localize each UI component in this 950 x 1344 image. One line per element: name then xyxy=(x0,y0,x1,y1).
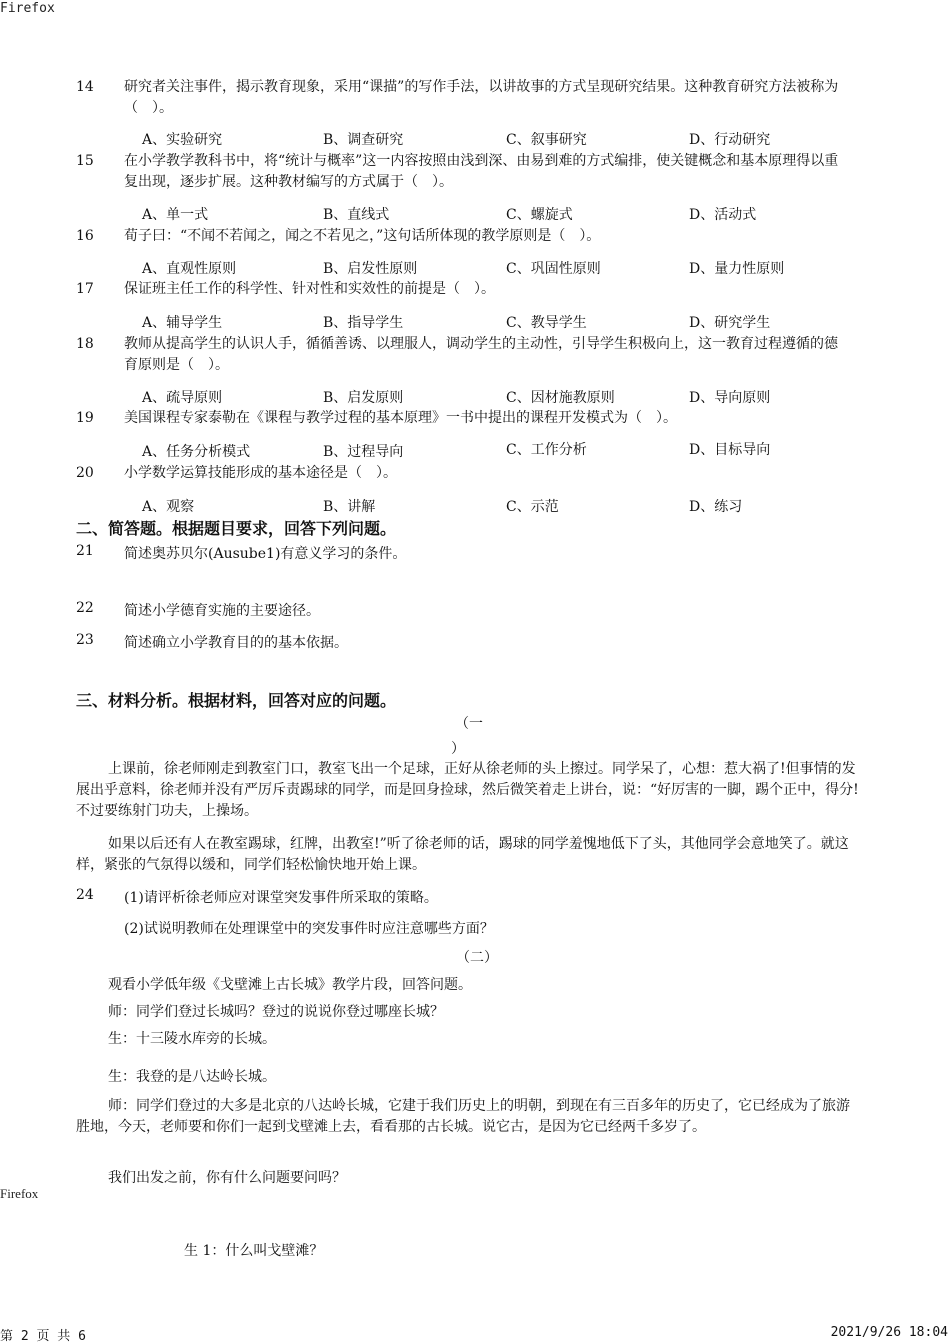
page-number: 第 2 页 共 6 xyxy=(0,1329,86,1344)
question-number: 20 xyxy=(76,465,94,481)
option-b: B、直线式 xyxy=(323,207,390,223)
question-text: 研究者关注事件，揭示教育现象，采用“课描”的写作手法，以讲故事的方式呈现研究结果。这种教育研究方法被称为（ ）。 xyxy=(124,79,839,116)
question-number: 16 xyxy=(76,228,94,244)
browser-header-label: Firefox xyxy=(0,1186,39,1201)
option-c: C、叙事研究 xyxy=(506,132,587,148)
option-c: C、教导学生 xyxy=(506,315,587,331)
option-d: D、量力性原则 xyxy=(689,261,785,277)
question-text: 教师从提高学生的认识人手，循循善诱、以理服人，调动学生的主动性，引导学生积极向上，这一教育过程遵循的德育原则是（ ）。 xyxy=(124,336,838,373)
question-text: 简述奥苏贝尔(Ausube1)有意义学习的条件。 xyxy=(124,546,407,562)
option-b: B、启发性原则 xyxy=(323,261,418,277)
option-a: A、任务分析模式 xyxy=(142,444,251,460)
question-text: 美国课程专家泰勒在《课程与教学过程的基本原理》一书中提出的课程开发模式为（ ）。 xyxy=(124,410,677,426)
option-a: A、辅导学生 xyxy=(142,315,223,331)
question-text: 小学数学运算技能形成的基本途径是（ ）。 xyxy=(124,465,397,481)
material-line: 观看小学低年级《戈壁滩上古长城》教学片段，回答问题。 xyxy=(108,977,472,993)
question-number: 15 xyxy=(76,153,94,169)
sub-question: (2)试说明教师在处理课堂中的突发事件时应注意哪些方面？ xyxy=(124,921,494,937)
option-a: A、疏导原则 xyxy=(142,390,223,406)
option-a: A、实验研究 xyxy=(142,132,223,148)
question-text: 简述小学德育实施的主要途径。 xyxy=(124,603,320,619)
material-heading: （一 xyxy=(455,716,483,732)
question-text: 简述确立小学教育目的的基本依据。 xyxy=(124,635,348,651)
material-heading: （二） xyxy=(456,950,498,966)
section-title: 三、材料分析。根据材料，回答对应的问题。 xyxy=(76,691,397,710)
question-text: 保证班主任工作的科学性、针对性和实效性的前提是（ ）。 xyxy=(124,281,495,297)
material-paragraph: 师：同学们登过的大多是北京的八达岭长城，它建于我们历史上的明朝，到现在有三百多年的历史了，它已经成为了旅游胜地，今天，老师要和你们一起到戈壁滩上去，看看那的古长城。说它古，是因为它已经两千多岁了。 xyxy=(76,1098,850,1135)
material-paragraph: 如果以后还有人在教室踢球，红牌，出教室!”听了徐老师的话，踢球的同学羞愧地低下了头，其他同学会意地笑了。就这样，紧张的气氛得以缓和，同学们轻松愉快地开始上课。 xyxy=(76,836,849,873)
option-d: D、研究学生 xyxy=(689,315,771,331)
sub-question: (1)请评析徐老师应对课堂突发事件所采取的策略。 xyxy=(124,890,438,906)
question-number: 21 xyxy=(76,543,94,559)
option-d: D、导向原则 xyxy=(689,390,771,406)
option-c: C、巩固性原则 xyxy=(506,261,601,277)
question-number: 23 xyxy=(76,632,94,648)
option-d: D、目标导向 xyxy=(689,442,771,458)
question-number: 17 xyxy=(76,281,94,297)
option-b: B、指导学生 xyxy=(323,315,404,331)
material-line: 生 1：什么叫戈壁滩？ xyxy=(184,1243,324,1259)
option-c: C、工作分析 xyxy=(506,442,587,458)
section-title: 二、简答题。根据题目要求，回答下列问题。 xyxy=(76,519,397,538)
option-b: B、过程导向 xyxy=(323,444,404,460)
material-line: 生：十三陵水库旁的长城。 xyxy=(108,1031,276,1047)
question-text: 荀子曰：“不闻不若闻之，闻之不若见之，”这句话所体现的教学原则是（ ）。 xyxy=(124,228,601,244)
option-d: D、行动研究 xyxy=(689,132,771,148)
material-heading: ） xyxy=(451,741,465,757)
material-line: 生：我登的是八达岭长城。 xyxy=(108,1069,276,1085)
option-a: A、观察 xyxy=(142,499,195,515)
question-text: 在小学教学教科书中，将“统计与概率”这一内容按照由浅到深、由易到难的方式编排，使关键概念和基本原理得以重复出现，逐步扩展。这种教材编写的方式属于（ ）。 xyxy=(124,153,839,190)
option-a: A、单一式 xyxy=(142,207,209,223)
option-a: A、直观性原则 xyxy=(142,261,237,277)
option-c: C、螺旋式 xyxy=(506,207,573,223)
question-number: 19 xyxy=(76,410,94,426)
question-number: 14 xyxy=(76,79,94,95)
material-line: 我们出发之前，你有什么问题要问吗？ xyxy=(108,1170,346,1186)
option-c: C、示范 xyxy=(506,499,559,515)
option-c: C、因材施教原则 xyxy=(506,390,615,406)
question-number: 22 xyxy=(76,600,94,616)
option-b: B、启发原则 xyxy=(323,390,404,406)
option-d: D、练习 xyxy=(689,499,743,515)
option-b: B、调查研究 xyxy=(323,132,404,148)
print-timestamp: 2021/9/26 18:04 xyxy=(830,1325,948,1340)
question-number: 24 xyxy=(76,887,94,903)
option-b: B、讲解 xyxy=(323,499,376,515)
material-paragraph: 上课前，徐老师刚走到教室门口，教室飞出一个足球，正好从徐老师的头上擦过。同学呆了，心想：惹大祸了!但事情的发展出乎意料，徐老师并没有严厉斥责踢球的同学，而是回身捡球，然后微笑着走上讲台，说：“好厉害的一脚，踢个正中，得分!不过要练射门功夫，上操场。 xyxy=(76,761,859,819)
question-number: 18 xyxy=(76,336,94,352)
option-d: D、活动式 xyxy=(689,207,757,223)
browser-header-label: Firefox xyxy=(0,1,55,16)
material-line: 师：同学们登过长城吗？登过的说说你登过哪座长城？ xyxy=(108,1004,444,1020)
